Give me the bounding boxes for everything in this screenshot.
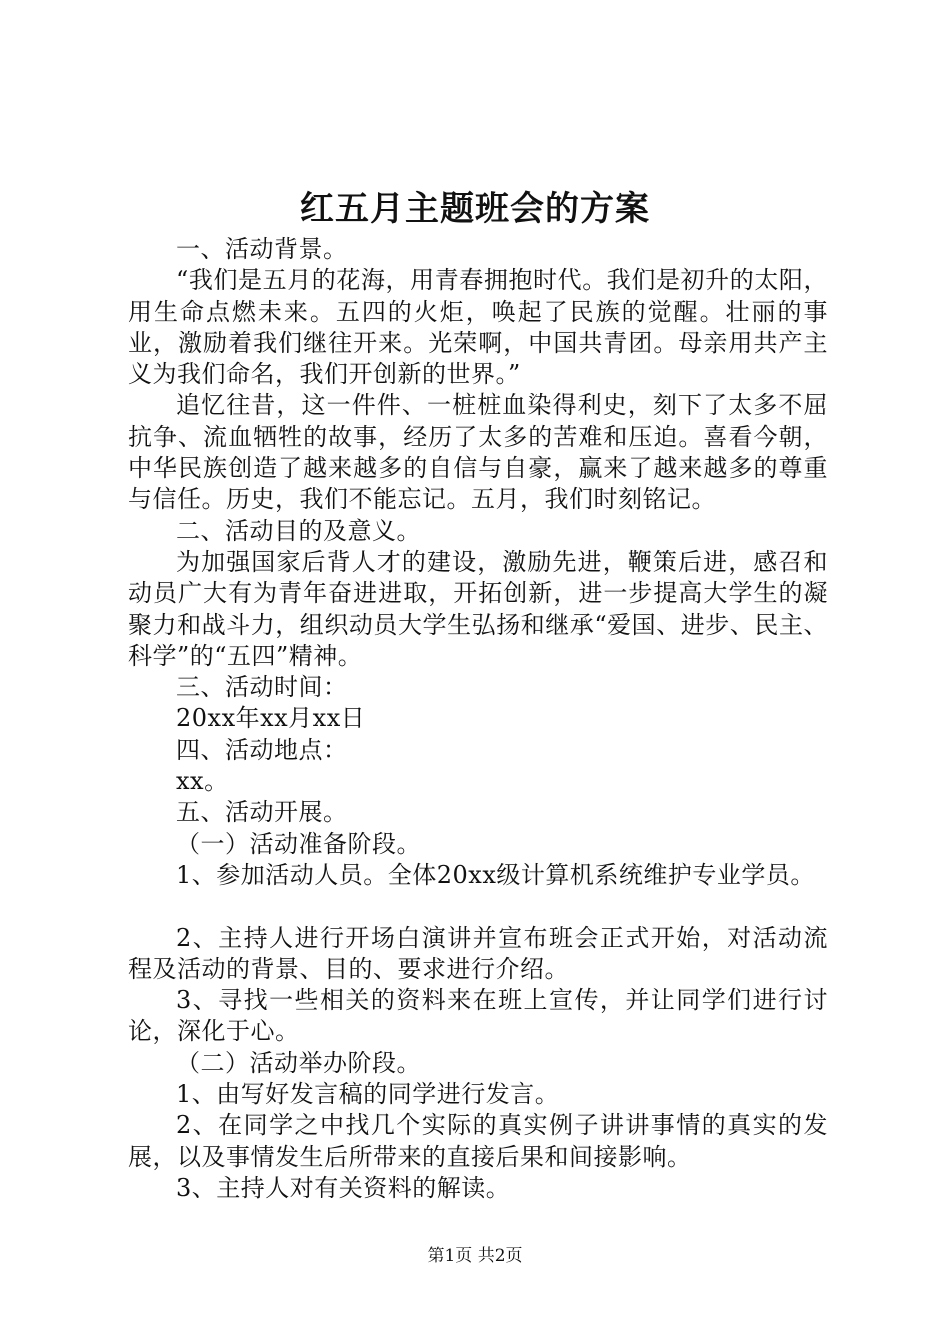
preparation-item-1: 1、参加活动人员。全体20xx级计算机系统维护专业学员。: [176, 860, 815, 889]
purpose-paragraph: 为加强国家后背人才的建设，激励先进，鞭策后进，感召和动员广大有为青年奋进进取，开拓创新，进一步提高大学生的凝聚力和战斗力，组织动员大学生弘扬和继承“爱国、进步、民主、科学”的“五四”精神。: [128, 547, 828, 670]
section-heading-location: 四、活动地点：: [176, 735, 348, 764]
execution-item-3: 3、主持人对有关资料的解读。: [176, 1173, 511, 1202]
section-heading-purpose: 二、活动目的及意义。: [176, 516, 421, 545]
subsection-heading-preparation: （一）活动准备阶段。: [176, 829, 421, 858]
subsection-heading-execution: （二）活动举办阶段。: [176, 1048, 421, 1077]
history-paragraph: 追忆往昔，这一件件、一桩桩血染得利史，刻下了太多不屈抗争、流血牺牲的故事，经历了太多的苦难和压迫。喜看今朝，中华民族创造了越来越多的自信与自豪，赢来了越来越多的尊重与信任。历史，我们不能忘记。五月，我们时刻铭记。: [128, 391, 828, 514]
document-body: [128, 234, 828, 1204]
execution-item-1: 1、由写好发言稿的同学进行发言。: [176, 1080, 560, 1109]
section-heading-process: 五、活动开展。: [176, 798, 348, 827]
activity-date: 20xx年xx月xx日: [176, 704, 366, 733]
section-heading-time: 三、活动时间：: [176, 673, 348, 702]
preparation-item-2: 2、主持人进行开场白演讲并宣布班会正式开始，对活动流程及活动的背景、目的、要求进行介绍。: [128, 923, 828, 983]
quote-paragraph: “我们是五月的花海，用青春拥抱时代。我们是初升的太阳，用生命点燃未来。五四的火炬，唤起了民族的觉醒。壮丽的事业，激励着我们继往开来。光荣啊，中国共青团。母亲用共产主义为我们命名，我们开创新的世界。”: [128, 266, 828, 389]
document-title: 红五月主题班会的方案: [300, 189, 650, 229]
execution-item-2: 2、在同学之中找几个实际的真实例子讲讲事情的真实的发展，以及事情发生后所带来的直接后果和间接影响。: [128, 1111, 828, 1171]
preparation-item-3: 3、寻找一些相关的资料来在班上宣传，并让同学们进行讨论，深化于心。: [128, 986, 828, 1046]
page-number-footer: 第1页 共2页: [427, 1246, 523, 1266]
activity-location: xx。: [176, 767, 229, 796]
section-heading-background: 一、活动背景。: [176, 235, 348, 263]
